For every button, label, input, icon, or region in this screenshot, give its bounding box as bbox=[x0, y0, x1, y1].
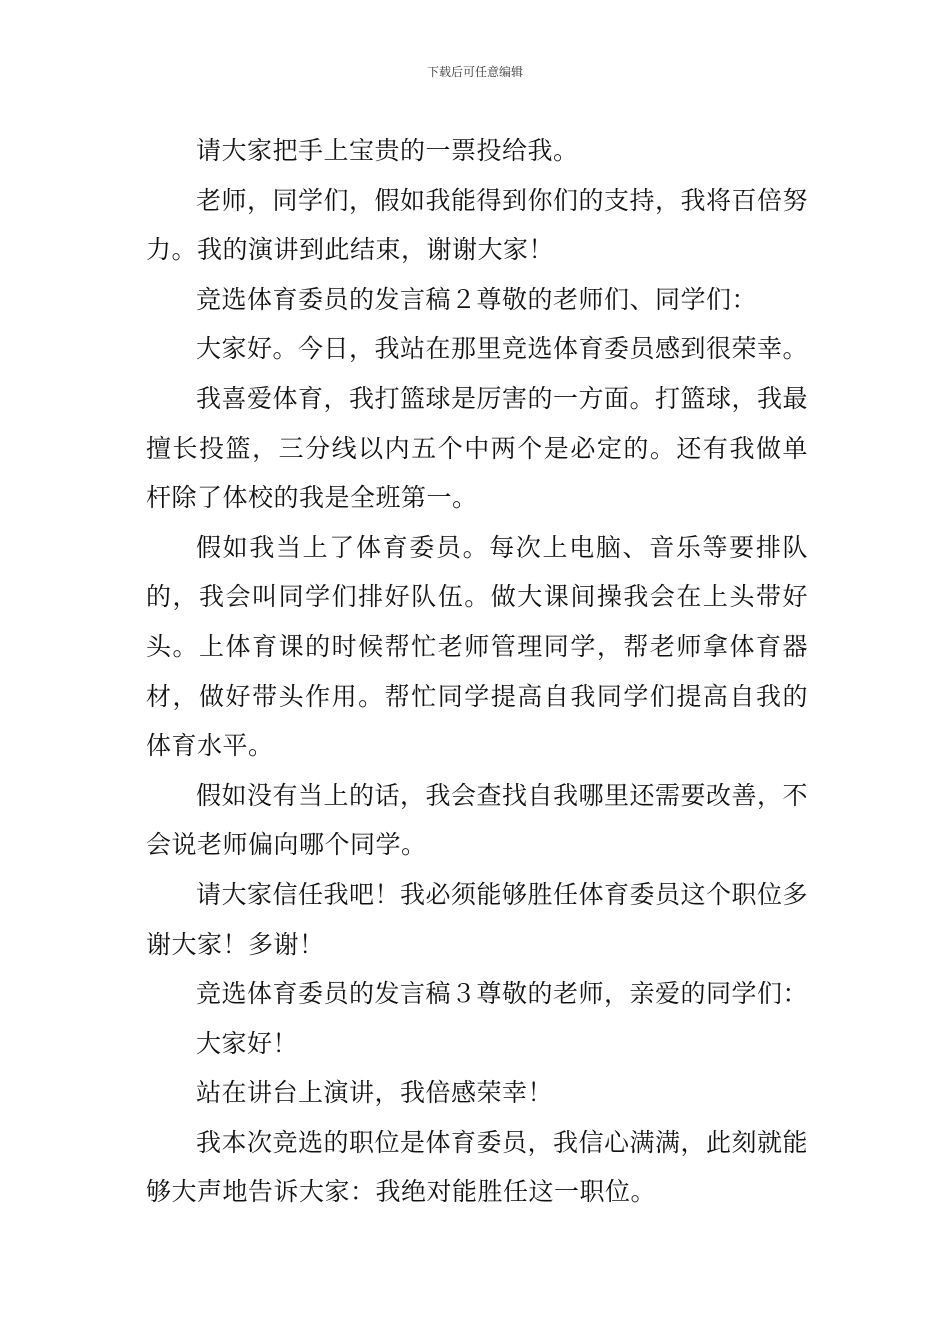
paragraph: 假如没有当上的话，我会查找自我哪里还需要改善，不会说老师偏向哪个同学。 bbox=[146, 780, 809, 860]
paragraph: 老师，同学们，假如我能得到你们的支持，我将百倍努力。我的演讲到此结束，谢谢大家！ bbox=[146, 185, 809, 265]
paragraph: 竞选体育委员的发言稿３尊敬的老师，亲爱的同学们： bbox=[196, 979, 809, 1009]
paragraph: 请大家把手上宝贵的一票投给我。 bbox=[196, 136, 579, 165]
paragraph: 站在讲台上演讲，我倍感荣幸！ bbox=[196, 1078, 554, 1108]
page-header-note: 下载后可任意编辑 bbox=[426, 65, 523, 79]
paragraph: 我本次竞选的职位是体育委员，我信心满满，此刻就能够大声地告诉大家：我绝对能胜任这一职位。 bbox=[146, 1127, 809, 1207]
paragraph: 请大家信任我吧！我必须能够胜任体育委员这个职位多谢大家！多谢！ bbox=[146, 879, 809, 959]
document-body bbox=[146, 126, 808, 1217]
paragraph: 大家好。今日，我站在那里竞选体育委员感到很荣幸。 bbox=[196, 334, 809, 364]
paragraph: 我喜爱体育，我打篮球是厉害的一方面。打篮球，我最擅长投篮，三分线以内五个中两个是必定的。还有我做单杆除了体校的我是全班第一。 bbox=[146, 383, 809, 513]
paragraph: 假如我当上了体育委员。每次上电脑、音乐等要排队的，我会叫同学们排好队伍。做大课间操我会在上头带好头。上体育课的时候帮忙老师管理同学，帮老师拿体育器材，做好带头作用。帮忙同学提高自我同学们提高自我的体育水平。 bbox=[146, 532, 808, 761]
paragraph: 竞选体育委员的发言稿２尊敬的老师们、同学们： bbox=[196, 284, 758, 314]
paragraph: 大家好！ bbox=[196, 1028, 299, 1058]
